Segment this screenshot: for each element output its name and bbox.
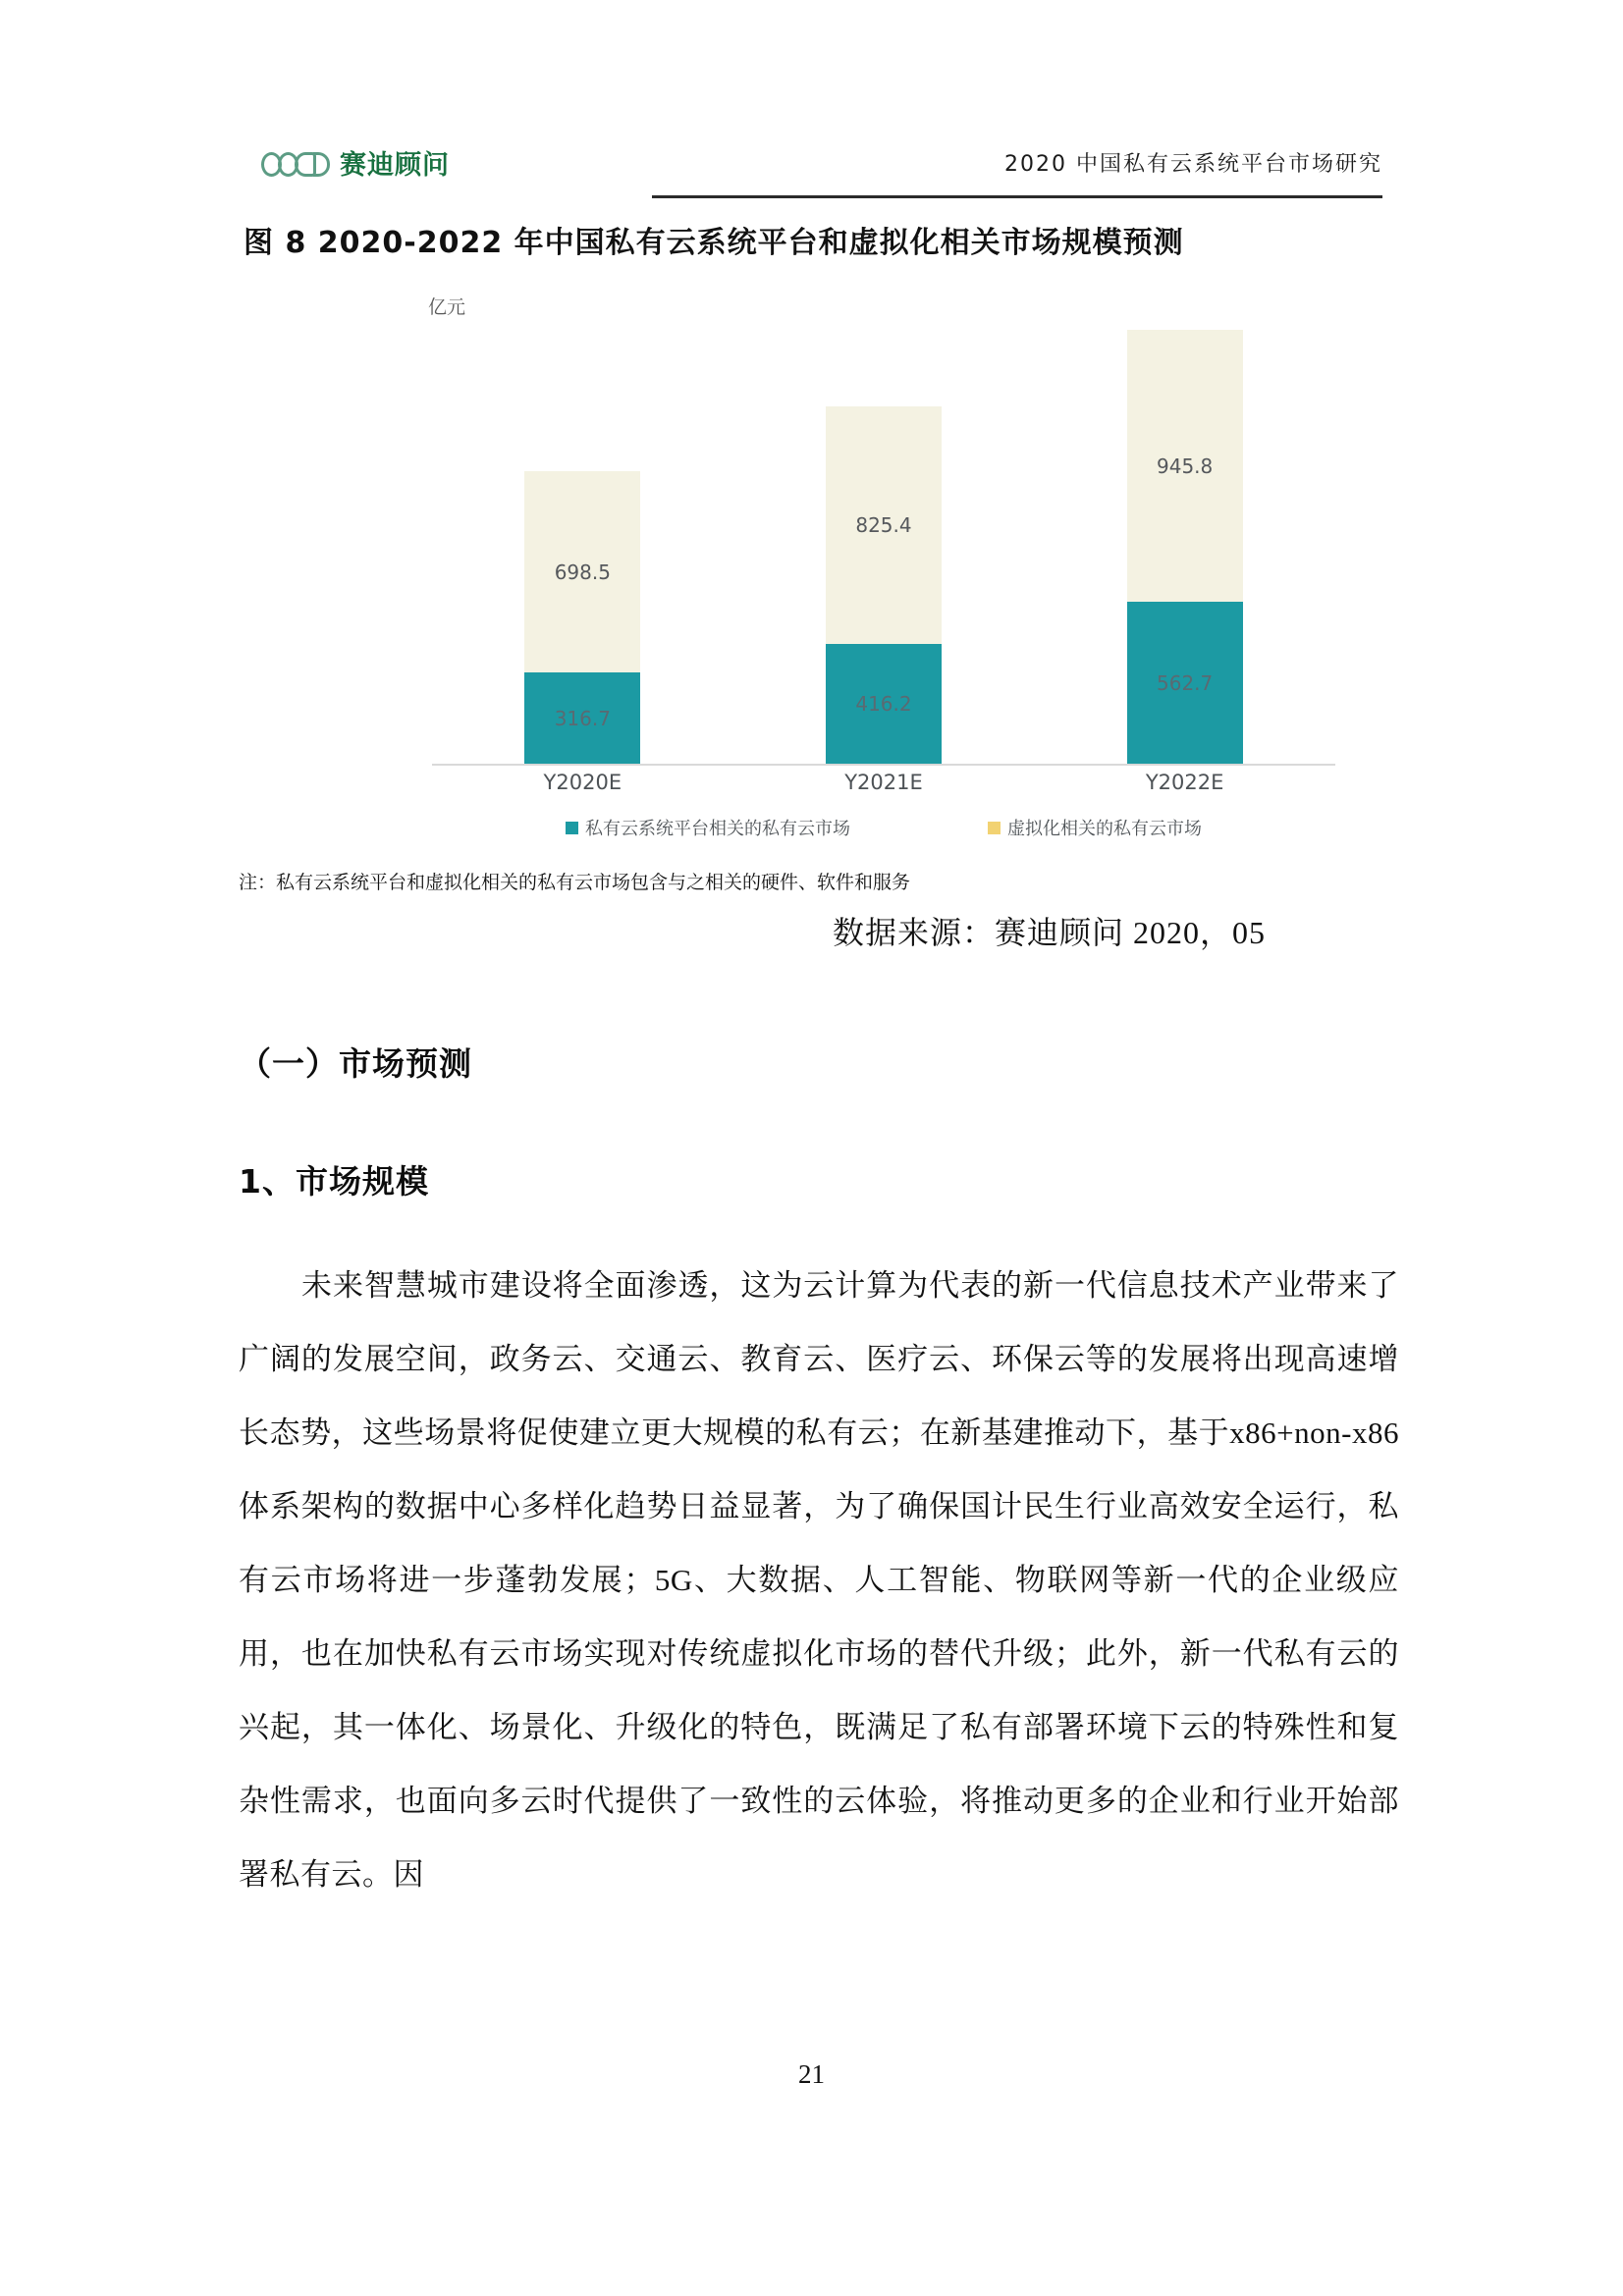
running-title: 2020 中国私有云系统平台市场研究 — [1004, 152, 1382, 177]
chart-bars — [432, 280, 1335, 764]
bar-segment-virtualization — [1127, 330, 1243, 602]
legend-label: 虚拟化相关的私有云市场 — [1007, 819, 1202, 839]
y-axis-unit-label: 亿元 — [428, 296, 466, 318]
body-paragraph: 未来智慧城市建设将全面渗透，这为云计算为代表的新一代信息技术产业带来了广阔的发展空间，政务云、交通云、教育云、医疗云、环保云等的发展将出现高速增长态势，这些场景将促使建立更大规模的私有云；在新基建推动下，基于x86+non-x86体系架构的数据中心多样化趋势日益显著，为了确保国计民生行业高效安全运行，私有云市场将进一步蓬勃发展；5G、大数据、人工智能、物联网等新一代的企业级应用，也在加快私有云市场实现对传统虚拟化市场的替代升级；此外，新一代私有云的兴起，其一体化、场景化、升级化的特色，既满足了私有部署环境下云的特殊性和复杂性需求，也面向多云时代提供了一致性的云体验，将推动更多的企业和行业开始部署私有云。因 — [239, 1268, 1399, 1892]
legend-swatch-icon — [566, 822, 578, 834]
page-number: 21 — [798, 2059, 825, 2089]
ccid-logo — [261, 143, 450, 182]
figure-note: 注：私有云系统平台和虚拟化相关的私有云市场包含与之相关的硬件、软件和服务 — [239, 872, 911, 893]
header-divider — [652, 195, 1382, 198]
figure-source: 数据来源：赛迪顾问 2020，05 — [833, 915, 1267, 950]
bar-value-label: 562.7 — [1157, 670, 1214, 695]
chart-x-axis-line — [432, 764, 1335, 766]
logo-ring-d-icon — [313, 152, 330, 177]
chart-legend — [432, 815, 1335, 840]
bar-segment-private-cloud-platform — [1127, 602, 1243, 764]
figure-title: 图 8 2020-2022 年中国私有云系统平台和虚拟化相关市场规模预测 — [243, 226, 1184, 260]
section-heading: （一）市场预测 — [239, 1044, 472, 1083]
bar-value-label: 825.4 — [855, 513, 912, 537]
x-tick-label: Y2022E — [1145, 771, 1224, 794]
bar-value-label: 945.8 — [1157, 454, 1214, 478]
stacked-bar-chart — [295, 280, 1355, 849]
page-header — [261, 137, 1382, 198]
bar-segment-private-cloud-platform — [826, 644, 942, 764]
subsection-heading: 1、市场规模 — [239, 1162, 429, 1201]
x-tick-label: Y2021E — [844, 771, 923, 794]
logo-company-name: 赛迪顾问 — [340, 150, 450, 181]
bar-segment-virtualization — [524, 471, 640, 672]
bar-group-y2020e — [524, 280, 640, 764]
bar-value-label: 416.2 — [855, 692, 912, 716]
legend-label: 私有云系统平台相关的私有云市场 — [585, 819, 850, 839]
x-tick-label: Y2020E — [543, 771, 622, 794]
legend-item-private-cloud-platform — [566, 815, 850, 840]
chart-plot-area — [432, 280, 1335, 766]
bar-segment-virtualization — [826, 406, 942, 644]
legend-swatch-icon — [988, 822, 1001, 834]
bar-value-label: 698.5 — [554, 560, 611, 584]
ccid-logo-mark — [261, 148, 330, 178]
bar-segment-private-cloud-platform — [524, 672, 640, 764]
chart-x-axis-labels — [432, 771, 1335, 794]
legend-item-virtualization — [988, 815, 1202, 840]
bar-group-y2021e — [826, 280, 942, 764]
bar-group-y2022e — [1127, 280, 1243, 764]
bar-value-label: 316.7 — [554, 706, 611, 730]
